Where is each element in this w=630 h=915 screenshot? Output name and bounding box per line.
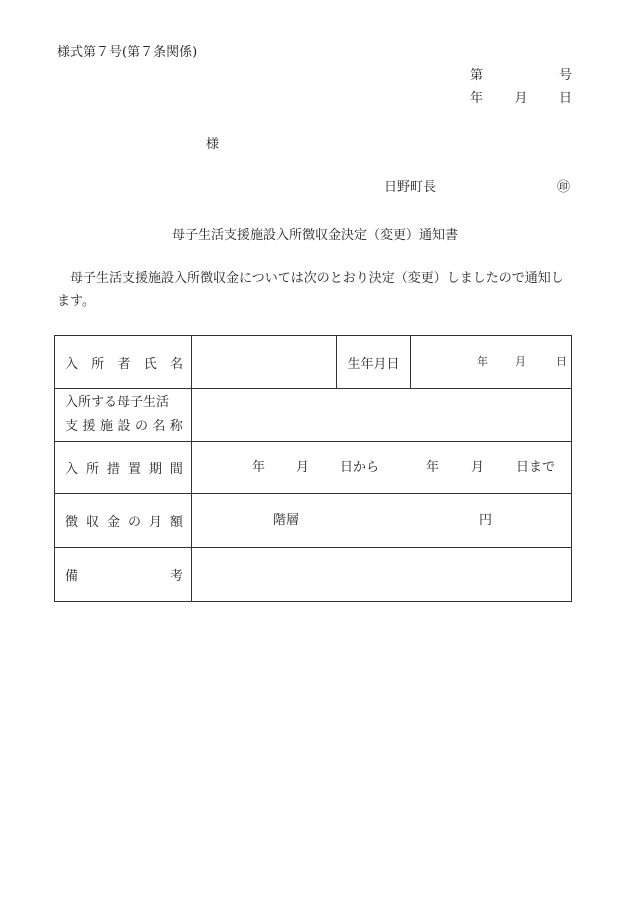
- date-day: 日: [558, 91, 572, 106]
- birth-year-unit: 年: [477, 355, 488, 368]
- document-number-line: [470, 68, 572, 84]
- label-char: 考: [169, 569, 183, 584]
- label-char: 置: [127, 462, 141, 477]
- label-monthly-fee: [65, 511, 183, 530]
- issue-date-line: [470, 91, 572, 107]
- document-number-prefix: 第: [470, 68, 484, 83]
- fee-tier-label: 階層: [273, 512, 300, 528]
- row-monthly-fee: [55, 494, 572, 548]
- label-char: 入: [65, 356, 79, 372]
- label-char: の: [127, 515, 141, 530]
- period-from-month: 月: [296, 459, 310, 475]
- label-char: 収: [85, 515, 99, 530]
- label-char: 所: [91, 356, 105, 372]
- label-char: 措: [106, 462, 120, 477]
- label-char: 施: [99, 419, 113, 434]
- row-resident-name: [55, 336, 572, 389]
- period-to-year: 年: [426, 459, 440, 475]
- period-to-month: 月: [471, 459, 485, 475]
- label-char: の: [134, 419, 148, 434]
- label-char: 名: [169, 356, 183, 372]
- field-monthly-fee[interactable]: [192, 494, 572, 548]
- date-year: 年: [470, 91, 484, 106]
- label-char: 期: [148, 462, 162, 477]
- addressee-suffix: 様: [206, 137, 220, 152]
- document-title: 母子生活支援施設入所徴収金決定（変更）通知書: [171, 228, 458, 243]
- label-char: 月: [148, 515, 162, 530]
- field-facility-name[interactable]: [192, 389, 572, 442]
- row-placement-period: [55, 442, 572, 494]
- row-remarks: [55, 548, 572, 602]
- form-number: 様式第７号(第７条関係): [57, 45, 198, 60]
- period-to-day: 日まで: [516, 459, 556, 475]
- label-facility-name: [65, 391, 191, 439]
- label-char: 名: [152, 419, 166, 434]
- label-char: 徴: [65, 515, 79, 530]
- label-char: 氏: [143, 356, 157, 372]
- label-char: 備: [65, 569, 79, 584]
- document-number-suffix: 号: [558, 68, 572, 83]
- label-char: 額: [169, 515, 183, 530]
- issuer-name: 日野町長: [384, 180, 437, 195]
- body-paragraph: 母子生活支援施設入所徴収金については次のとおり決定（変更）しましたので通知します。: [57, 271, 564, 309]
- label-resident-name: [65, 353, 183, 372]
- birth-day-unit: 日: [556, 355, 567, 368]
- label-char: 設: [117, 419, 131, 434]
- label-char: 入: [65, 462, 79, 477]
- label-char: 称: [169, 419, 183, 434]
- birth-month-unit: 月: [515, 355, 526, 368]
- field-resident-name[interactable]: [192, 336, 337, 389]
- notification-table: [54, 335, 572, 602]
- date-month: 月: [514, 91, 528, 106]
- label-char: 所: [85, 462, 99, 477]
- label-char: 援: [82, 419, 96, 434]
- label-char: 者: [117, 356, 131, 372]
- label-char: 金: [106, 515, 120, 530]
- label-facility-line2: [65, 415, 183, 439]
- label-facility-line1: 入所する母子生活: [65, 395, 170, 410]
- field-remarks[interactable]: [192, 548, 572, 602]
- row-facility-name: [55, 389, 572, 442]
- period-from-day: 日から: [340, 459, 380, 475]
- field-birthdate[interactable]: [411, 336, 572, 389]
- fee-yen-unit: 円: [479, 512, 493, 528]
- period-from-year: 年: [252, 459, 266, 475]
- label-char: 間: [169, 462, 183, 477]
- label-remarks: [65, 565, 183, 584]
- seal-mark: ㊞: [557, 180, 571, 195]
- label-char: 支: [65, 419, 79, 434]
- label-placement-period: [65, 458, 183, 477]
- field-placement-period[interactable]: [192, 442, 572, 494]
- label-birthdate: 生年月日: [337, 336, 411, 389]
